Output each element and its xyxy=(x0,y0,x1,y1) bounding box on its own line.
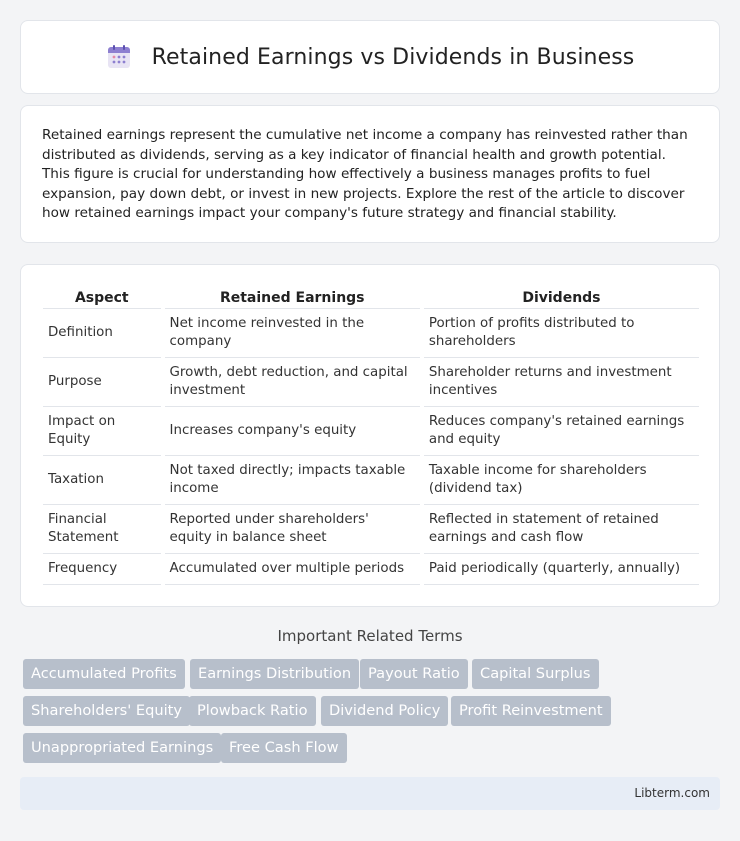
cell-dividends: Portion of profits distributed to shareholders xyxy=(424,309,699,358)
tag-capital-surplus[interactable]: Capital Surplus xyxy=(472,659,599,689)
comparison-table-card xyxy=(20,264,720,607)
tag-payout-ratio[interactable]: Payout Ratio xyxy=(360,659,468,689)
header xyxy=(106,44,635,70)
cell-aspect: Taxation xyxy=(43,456,161,505)
table-row xyxy=(43,309,699,358)
footer-site-link[interactable]: Libterm.com xyxy=(634,786,710,800)
tag-free-cash-flow[interactable]: Free Cash Flow xyxy=(221,733,347,763)
page-title: Retained Earnings vs Dividends in Business xyxy=(151,44,635,70)
header-aspect: Aspect xyxy=(43,285,161,309)
cell-aspect: Financial Statement xyxy=(43,505,161,554)
tag-shareholders-equity[interactable]: Shareholders' Equity xyxy=(23,696,190,726)
header-card xyxy=(20,20,720,94)
cell-aspect: Impact on Equity xyxy=(43,407,161,456)
comparison-table xyxy=(43,285,699,585)
table-row xyxy=(43,358,699,407)
calendar-icon xyxy=(106,44,132,70)
cell-aspect: Frequency xyxy=(43,554,161,585)
tag-plowback-ratio[interactable]: Plowback Ratio xyxy=(189,696,316,726)
tag-earnings-distribution[interactable]: Earnings Distribution xyxy=(190,659,359,689)
cell-dividends: Shareholder returns and investment incentives xyxy=(424,358,699,407)
header-dividends: Dividends xyxy=(424,285,699,309)
cell-dividends: Paid periodically (quarterly, annually) xyxy=(424,554,699,585)
header-retained-earnings: Retained Earnings xyxy=(165,285,420,309)
cell-dividends: Taxable income for shareholders (dividend tax) xyxy=(424,456,699,505)
cell-retained-earnings: Growth, debt reduction, and capital investment xyxy=(165,358,420,407)
tag-unappropriated-earnings[interactable]: Unappropriated Earnings xyxy=(23,733,221,763)
table-row xyxy=(43,554,699,585)
cell-aspect: Purpose xyxy=(43,358,161,407)
cell-retained-earnings: Increases company's equity xyxy=(165,407,420,456)
table-row xyxy=(43,505,699,554)
table-row xyxy=(43,407,699,456)
cell-retained-earnings: Net income reinvested in the company xyxy=(165,309,420,358)
footer xyxy=(20,777,720,810)
intro-card xyxy=(20,105,720,243)
cell-dividends: Reduces company's retained earnings and equity xyxy=(424,407,699,456)
cell-aspect: Definition xyxy=(43,309,161,358)
tag-profit-reinvestment[interactable]: Profit Reinvestment xyxy=(451,696,611,726)
tag-accumulated-profits[interactable]: Accumulated Profits xyxy=(23,659,185,689)
cell-retained-earnings: Reported under shareholders' equity in balance sheet xyxy=(165,505,420,554)
table-header-row xyxy=(43,285,699,309)
related-terms-title: Important Related Terms xyxy=(277,627,463,645)
cell-retained-earnings: Not taxed directly; impacts taxable income xyxy=(165,456,420,505)
tag-dividend-policy[interactable]: Dividend Policy xyxy=(321,696,448,726)
table-row xyxy=(43,456,699,505)
cell-dividends: Reflected in statement of retained earnings and cash flow xyxy=(424,505,699,554)
intro-text: Retained earnings represent the cumulative net income a company has reinvested rather than distributed as dividends, serving as a key indicator of financial health and growth potential. This figure is crucial for understanding how effectively a business manages profits to fuel expansion, pay down debt, or invest in new projects. Explore the rest of the article to discover how retained earnings impact your company's future strategy and financial stability. xyxy=(42,127,688,221)
cell-retained-earnings: Accumulated over multiple periods xyxy=(165,554,420,585)
